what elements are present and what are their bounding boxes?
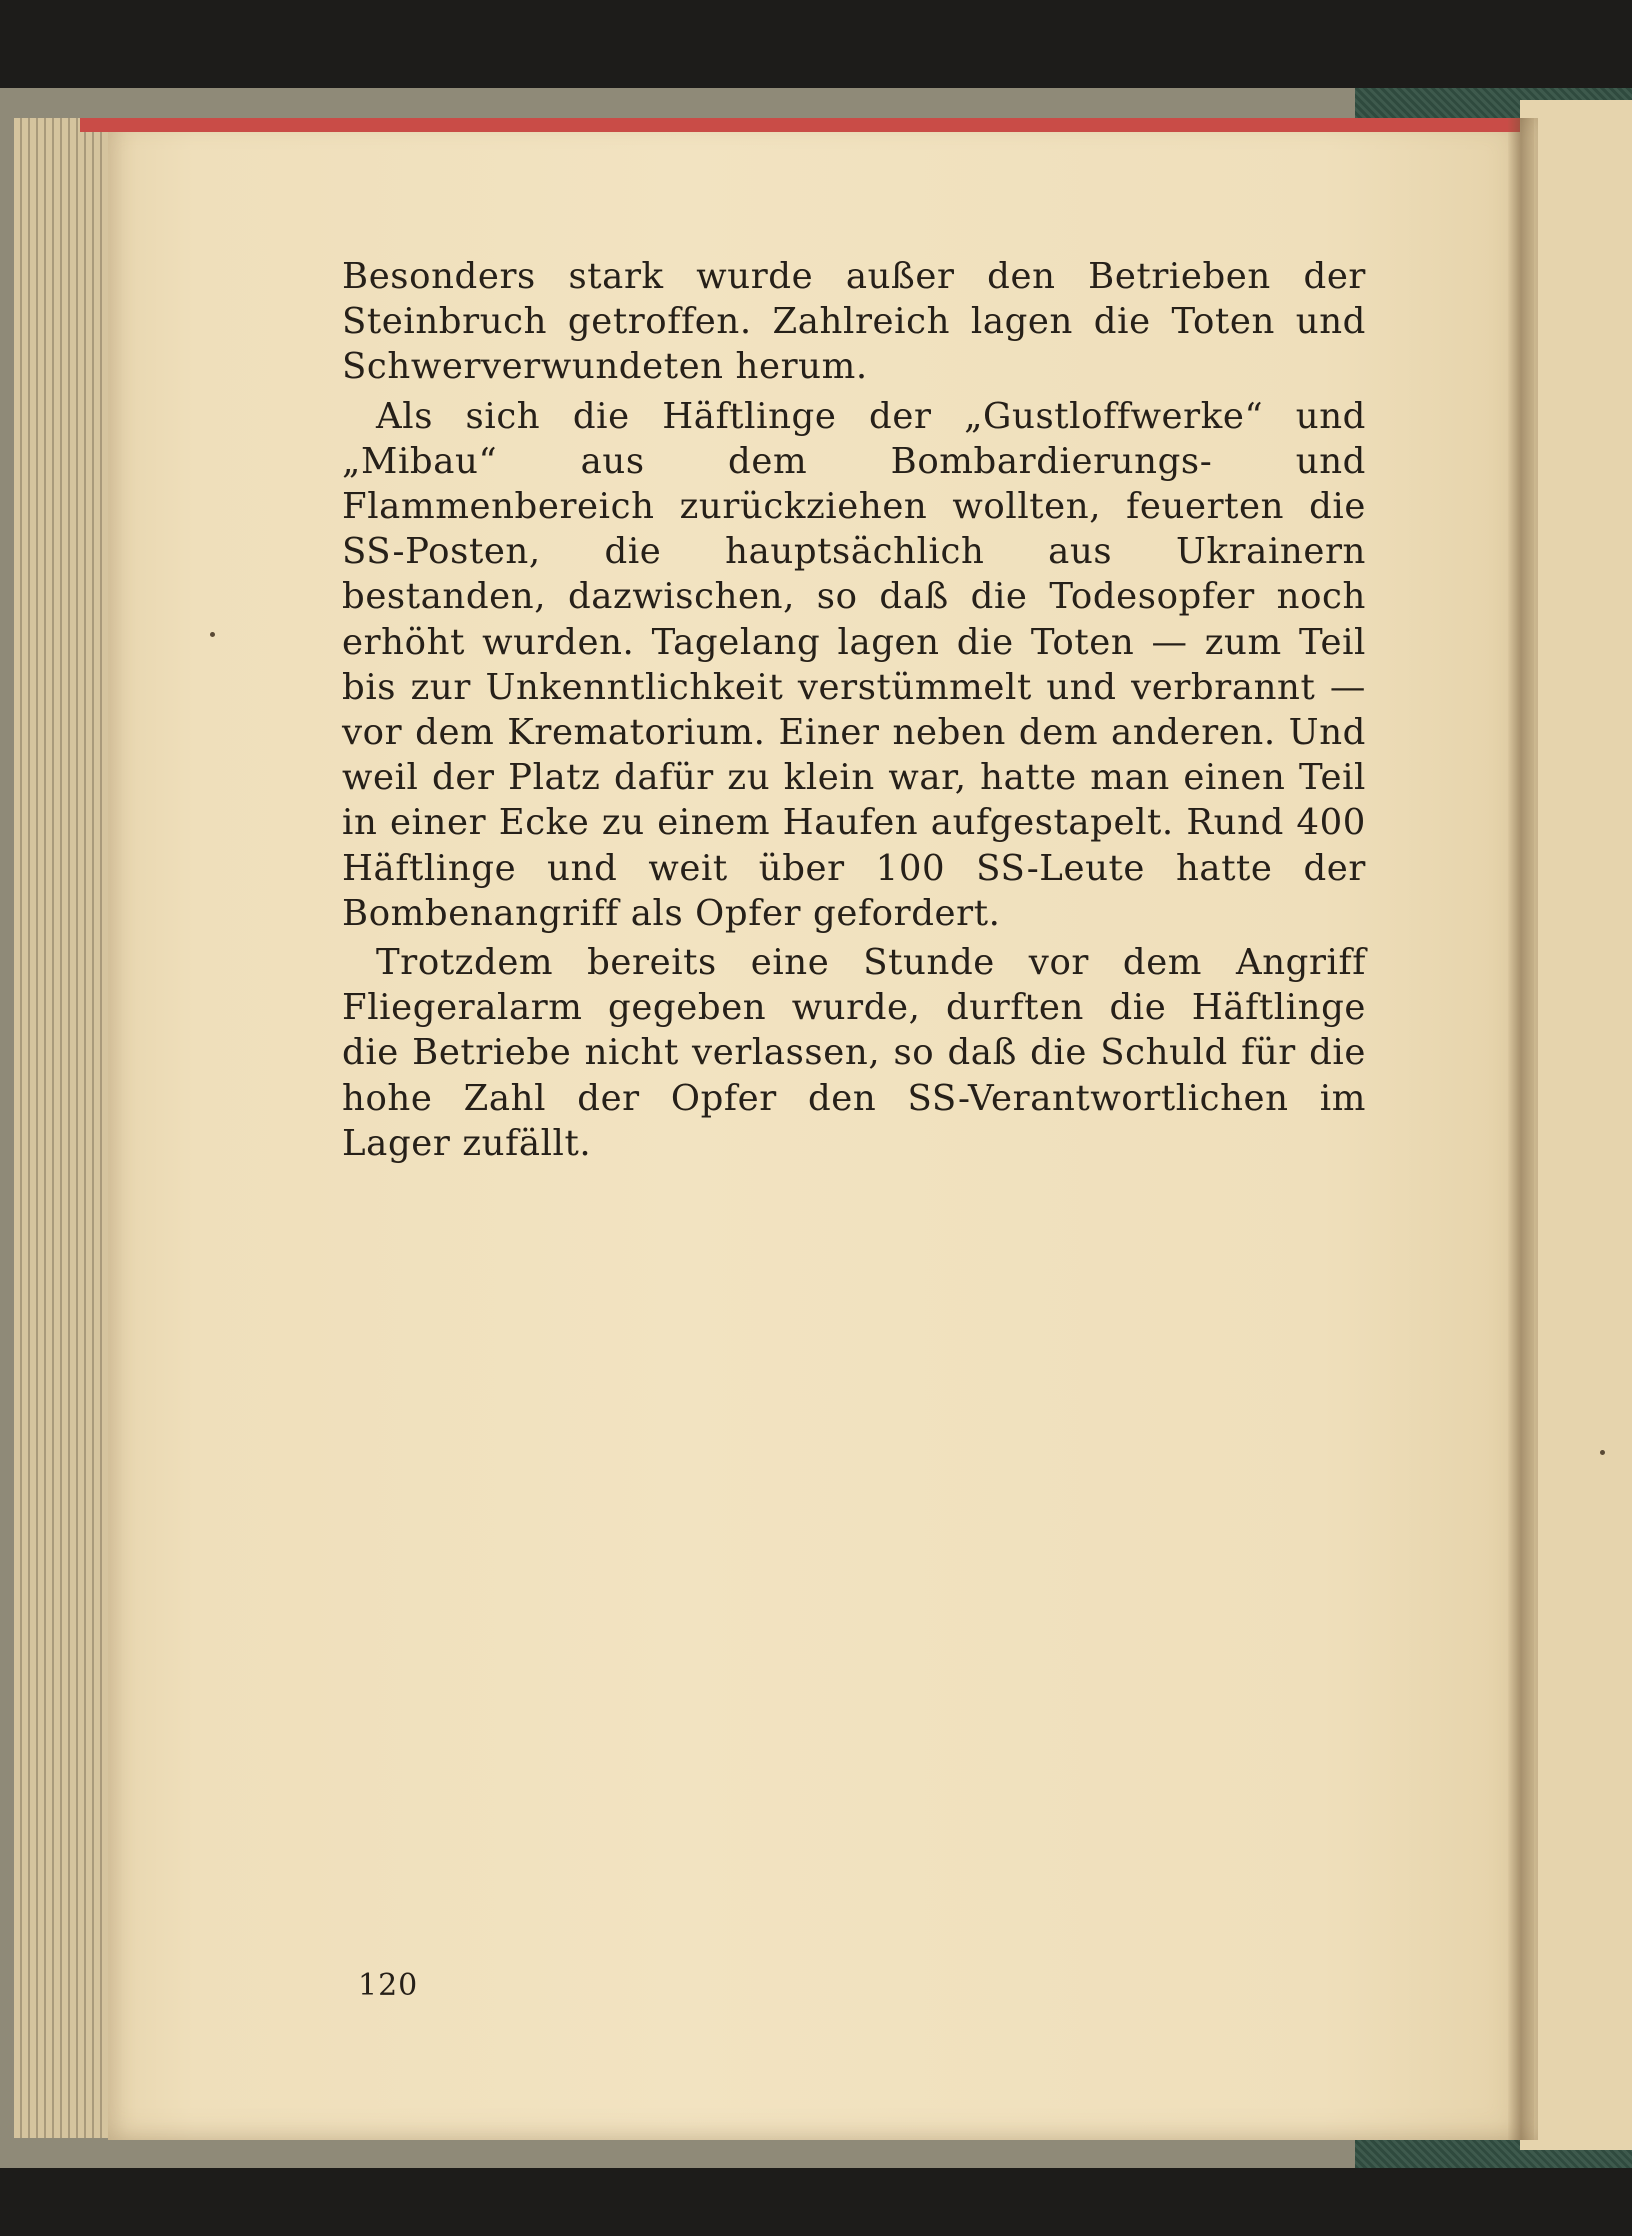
page-gutter — [1508, 118, 1534, 2140]
page-stack-edges — [14, 118, 116, 2138]
page-number: 120 — [358, 1968, 419, 2003]
paper-speck — [1600, 1450, 1605, 1455]
paragraph-1: Besonders stark wurde außer den Betrieben der Steinbruch getroffen. Zahlreich lagen die Toten und Schwerverwundeten herum. — [342, 256, 1366, 388]
paragraph-2: Als sich die Häftlinge der „Gustloffwerke“ und „Mibau“ aus dem Bombardierungs- und Flammenbereich zurückziehen wollten, feuerten die SS-Posten, die hauptsächlich aus Ukrainern bestanden, dazwischen, so daß die Todesopfer noch erhöht wurden. Tagelang lagen die Toten — zum Teil bis zur Unkenntlichkeit verstümmelt und verbrannt — vor dem Krematorium. Einer neben dem anderen. Und weil der Platz dafür zu klein war, hatte man einen Teil in einer Ecke zu einem Haufen aufgestapelt. Rund 400 Häftlinge und weit über 100 SS-Leute hatte der Bombenangriff als Opfer gefordert. — [342, 395, 1366, 934]
paper-speck — [210, 632, 215, 637]
body-text — [342, 254, 1366, 1166]
red-top-edge — [80, 118, 1520, 132]
paragraph-3: Trotzdem bereits eine Stunde vor dem Angriff Fliegeralarm gegeben wurde, durften die Häftlinge die Betriebe nicht verlassen, so daß die Schuld für die hohe Zahl der Opfer den SS-Verantwortlichen im Lager zufällt. — [342, 942, 1366, 1164]
